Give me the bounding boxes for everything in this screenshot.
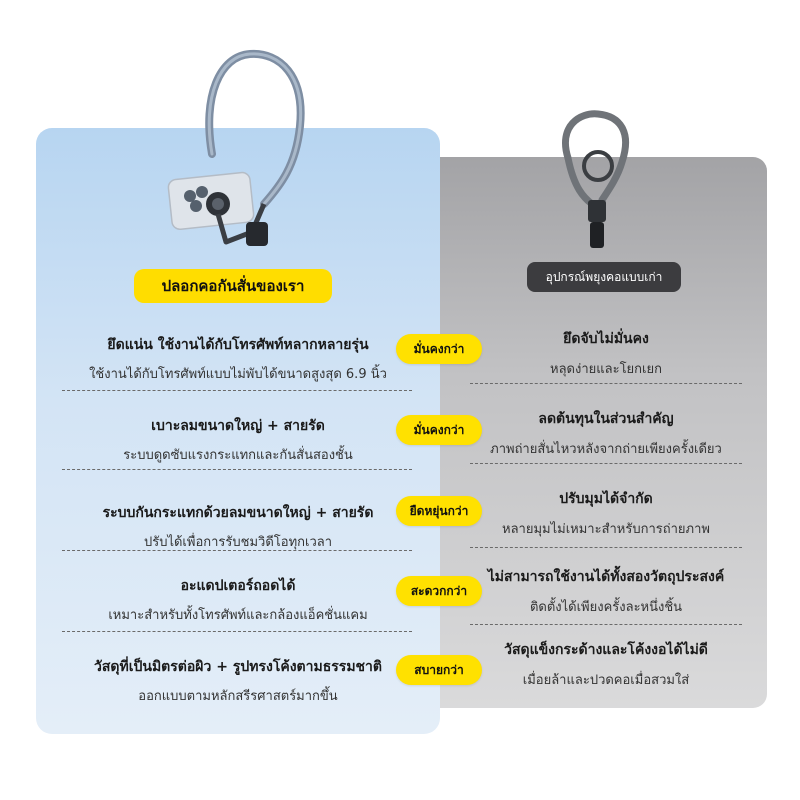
divider bbox=[470, 547, 742, 548]
feature-heading: อะแดปเตอร์ถอดได้ bbox=[180, 578, 296, 594]
divider bbox=[470, 383, 742, 384]
feature-sub: เหมาะสำหรับทั้งโทรศัพท์และกล้องแอ็คชั่นแคม bbox=[108, 608, 368, 623]
feature-heading: ลดต้นทุนในส่วนสำคัญ bbox=[538, 411, 674, 427]
badge-more-comfortable: สบายกว่า bbox=[396, 655, 482, 685]
neck-phone-holder-image bbox=[160, 36, 310, 264]
divider bbox=[470, 463, 742, 464]
divider bbox=[62, 631, 412, 632]
badge-more-flexible: ยืดหยุ่นกว่า bbox=[396, 496, 482, 526]
divider bbox=[62, 390, 412, 391]
our-feature-5 bbox=[56, 656, 420, 706]
divider bbox=[470, 624, 742, 625]
feature-heading: วัสดุแข็งกระด้างและโค้งงอได้ไม่ดี bbox=[504, 642, 708, 658]
old-feature-1 bbox=[470, 328, 742, 379]
our-feature-3 bbox=[56, 502, 420, 552]
feature-sub: ระบบดูดซับแรงกระแทกและกันสั่นสองชั้น bbox=[123, 448, 353, 463]
feature-heading: เบาะลมขนาดใหญ่ + สายรัด bbox=[151, 418, 325, 434]
old-neck-holder-image bbox=[540, 108, 650, 258]
feature-sub: เมื่อยล้าและปวดคอเมื่อสวมใส่ bbox=[522, 673, 690, 688]
our-feature-1 bbox=[56, 334, 420, 384]
feature-heading: ไม่สามารถใช้งานได้ทั้งสองวัตถุประสงค์ bbox=[487, 569, 725, 585]
feature-heading: ระบบกันกระแทกด้วยลมขนาดใหญ่ + สายรัด bbox=[102, 505, 374, 521]
old-feature-5 bbox=[470, 639, 742, 690]
feature-sub: ติดตั้งได้เพียงครั้งละหนึ่งชิ้น bbox=[529, 600, 683, 615]
feature-heading: ปรับมุมได้จำกัด bbox=[559, 491, 653, 507]
feature-sub: ใช้งานได้กับโทรศัพท์แบบไม่พับได้ขนาดสูงสุด 6.9 นิ้ว bbox=[89, 367, 387, 382]
feature-sub: หลุดง่ายและโยกเยก bbox=[550, 362, 662, 377]
old-feature-3 bbox=[470, 488, 742, 539]
old-feature-2 bbox=[470, 408, 742, 459]
feature-sub: ภาพถ่ายสั่นไหวหลังจากถ่ายเพียงครั้งเดียว bbox=[490, 442, 722, 457]
feature-sub: ปรับได้เพื่อการรับชมวิดีโอทุกเวลา bbox=[143, 535, 333, 550]
feature-heading: ยึดแน่น ใช้งานได้กับโทรศัพท์หลากหลายรุ่น bbox=[107, 337, 369, 353]
old-feature-4 bbox=[470, 566, 742, 617]
feature-sub: หลายมุมไม่เหมาะสำหรับการถ่ายภาพ bbox=[502, 522, 710, 537]
feature-heading: ยึดจับไม่มั่นคง bbox=[563, 331, 649, 347]
old-product-title: อุปกรณ์พยุงคอแบบเก่า bbox=[527, 262, 681, 292]
our-feature-4 bbox=[56, 575, 420, 625]
our-feature-2 bbox=[56, 415, 420, 465]
divider bbox=[62, 550, 412, 551]
feature-heading: วัสดุที่เป็นมิตรต่อผิว + รูปทรงโค้งตามธรรมชาติ bbox=[93, 659, 382, 675]
divider bbox=[62, 469, 412, 470]
badge-more-stable-2: มั่นคงกว่า bbox=[396, 415, 482, 445]
badge-more-stable: มั่นคงกว่า bbox=[396, 334, 482, 364]
feature-sub: ออกแบบตามหลักสรีรศาสตร์มากขึ้น bbox=[138, 689, 338, 704]
our-product-title: ปลอกคอกันสั่นของเรา bbox=[134, 269, 332, 303]
badge-more-convenient: สะดวกกว่า bbox=[396, 576, 482, 606]
